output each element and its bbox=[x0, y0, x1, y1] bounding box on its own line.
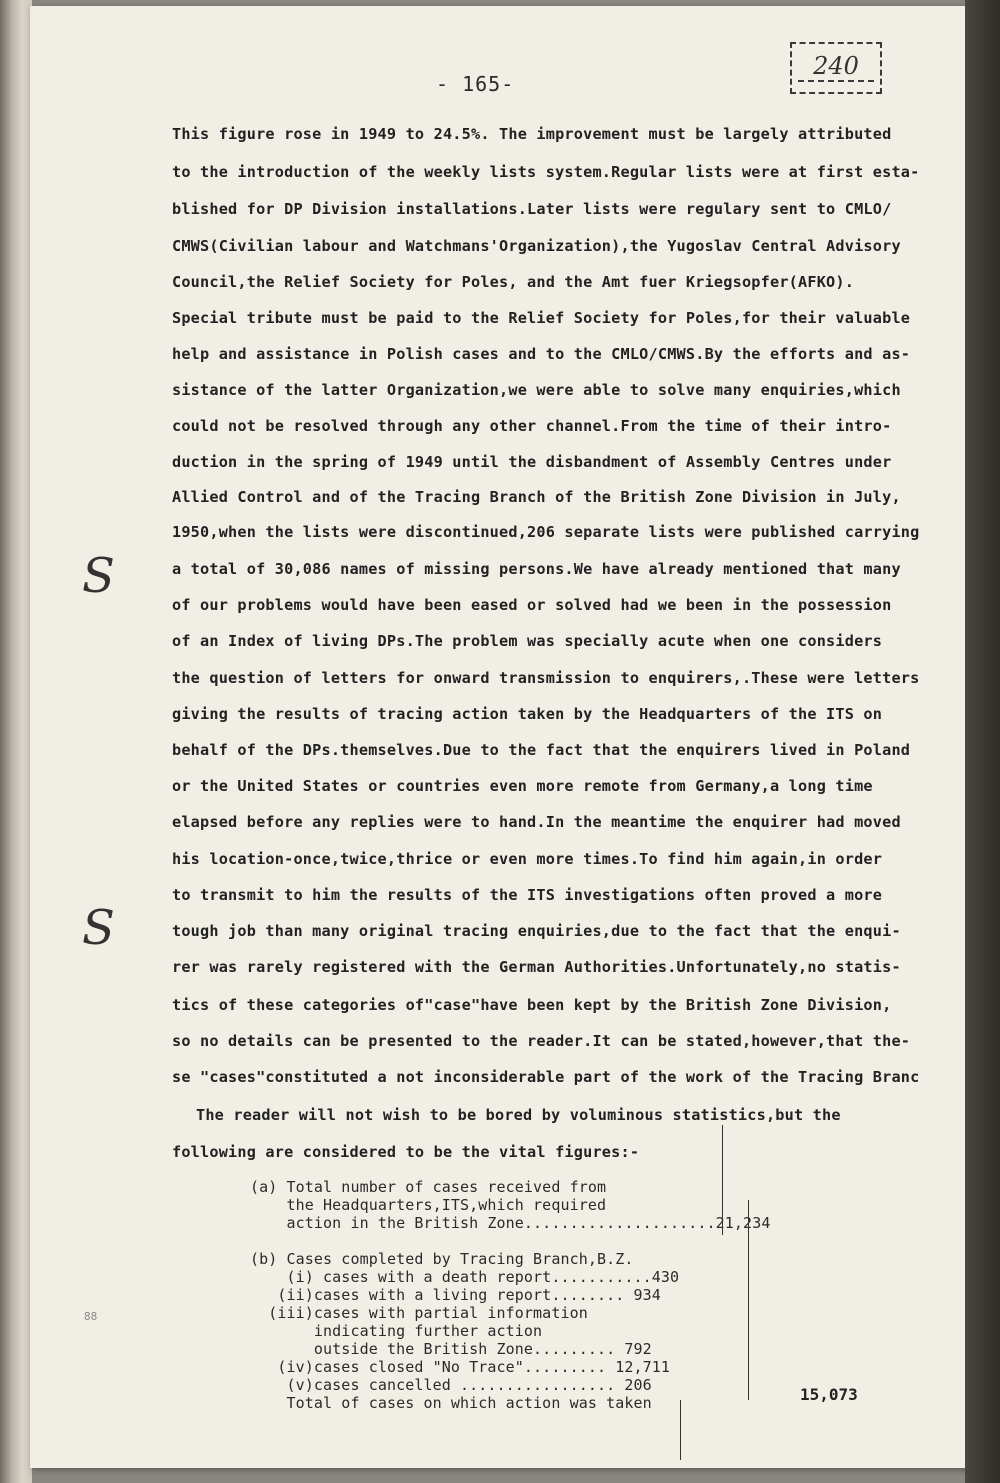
figure-b-line: indicating further action bbox=[250, 1322, 543, 1340]
body-line: his location-once,twice,thrice or even more times.To find him again,in order bbox=[172, 850, 883, 868]
body-line: duction in the spring of 1949 until the disbandment of Assembly Centres under bbox=[172, 453, 892, 471]
body-line: This figure rose in 1949 to 24.5%. The improvement must be largely attributed bbox=[172, 125, 892, 143]
body-line: rer was rarely registered with the German Authorities.Unfortunately,no statis- bbox=[172, 958, 901, 976]
body-line: or the United States or countries even more remote from Germany,a long time bbox=[172, 777, 873, 795]
body-line: blished for DP Division installations.Later lists were regulary sent to CMLO/ bbox=[172, 200, 892, 218]
binder-strip bbox=[0, 0, 32, 1483]
body-line: could not be resolved through any other channel.From the time of their intro- bbox=[172, 417, 892, 435]
figure-b-line: (ii)cases with a living report........ 934 bbox=[250, 1286, 661, 1304]
body-line: a total of 30,086 names of missing persons.We have already mentioned that many bbox=[172, 560, 901, 578]
pencil-mark-line bbox=[748, 1200, 749, 1400]
margin-handwritten-mark: S bbox=[82, 900, 115, 956]
body-line: behalf of the DPs.themselves.Due to the fact that the enquirers lived in Poland bbox=[172, 741, 911, 759]
body-line: tough job than many original tracing enquiries,due to the fact that the enqui- bbox=[172, 922, 901, 940]
body-line: to transmit to him the results of the ITS investigations often proved a more bbox=[172, 886, 883, 904]
body-line: tics of these categories of"case"have been kept by the British Zone Division, bbox=[172, 996, 892, 1014]
body-line: se "cases"constituted a not inconsiderable part of the work of the Tracing Branc bbox=[172, 1068, 920, 1086]
page-edge-shadow bbox=[965, 0, 1000, 1483]
body-line: Allied Control and of the Tracing Branch of the British Zone Division in July, bbox=[172, 488, 901, 506]
body-line: Council,the Relief Society for Poles, and the Amt fuer Kriegsopfer(AFKO). bbox=[172, 273, 855, 291]
total-value: 15,073 bbox=[800, 1385, 858, 1404]
figure-a-line: (a) Total number of cases received from bbox=[250, 1178, 607, 1196]
body-line: Special tribute must be paid to the Relief Society for Poles,for their valuable bbox=[172, 309, 911, 327]
figure-a-line: the Headquarters,ITS,which required bbox=[250, 1196, 607, 1214]
figure-b-line: (iii)cases with partial information bbox=[250, 1304, 588, 1322]
body-line: to the introduction of the weekly lists system.Regular lists were at first esta- bbox=[172, 163, 920, 181]
archive-stamp bbox=[790, 42, 882, 94]
body-line: elapsed before any replies were to hand.In the meantime the enquirer had moved bbox=[172, 813, 901, 831]
margin-handwritten-mark: S bbox=[82, 548, 115, 604]
body-line: giving the results of tracing action taken by the Headquarters of the ITS on bbox=[172, 705, 883, 723]
body-line: sistance of the latter Organization,we were able to solve many enquiries,which bbox=[172, 381, 901, 399]
body-line: help and assistance in Polish cases and to the CMLO/CMWS.By the efforts and as- bbox=[172, 345, 911, 363]
body-line: the question of letters for onward transmission to enquirers,.These were letters bbox=[172, 669, 920, 687]
pencil-mark-line bbox=[680, 1400, 681, 1460]
body-line: CMWS(Civilian labour and Watchmans'Organization),the Yugoslav Central Advisory bbox=[172, 237, 901, 255]
body-line: so no details can be presented to the reader.It can be stated,however,that the- bbox=[172, 1032, 911, 1050]
figure-b-line: Total of cases on which action was taken bbox=[250, 1394, 652, 1412]
body-line: 1950,when the lists were discontinued,206 separate lists were published carrying bbox=[172, 523, 920, 541]
document-sheet bbox=[30, 6, 968, 1468]
pencil-mark-line bbox=[722, 1125, 723, 1235]
figure-b-line: (v)cases cancelled ................. 206 bbox=[250, 1376, 652, 1394]
body-line: following are considered to be the vital figures:- bbox=[172, 1143, 640, 1161]
figure-b-line: (b) Cases completed by Tracing Branch,B.Z. bbox=[250, 1250, 634, 1268]
body-line: of our problems would have been eased or solved had we been in the possession bbox=[172, 596, 892, 614]
figure-a-line: action in the British Zone.....................21,234 bbox=[250, 1214, 771, 1232]
body-line: The reader will not wish to be bored by voluminous statistics,but the bbox=[196, 1106, 841, 1124]
figure-b-line: (iv)cases closed "No Trace"......... 12,711 bbox=[250, 1358, 671, 1376]
figure-b-line: outside the British Zone......... 792 bbox=[250, 1340, 652, 1358]
page-number: - 165- bbox=[436, 72, 515, 96]
body-line: of an Index of living DPs.The problem was specially acute when one considers bbox=[172, 632, 883, 650]
stamp-number: 240 bbox=[798, 49, 874, 82]
figure-b-line: (i) cases with a death report...........430 bbox=[250, 1268, 680, 1286]
faint-mark: 88 bbox=[84, 1310, 98, 1323]
